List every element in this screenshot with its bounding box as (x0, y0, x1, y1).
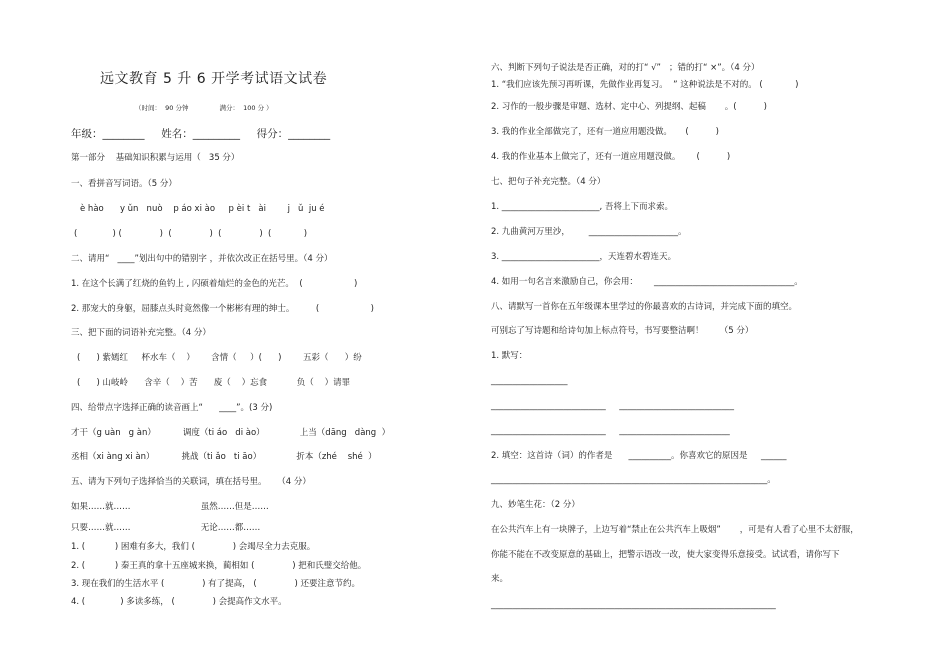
q4-row-2: 丞相（xi àng xi àn） 挑战（ti ǎo ti āo） 折本（zhé shé ） (71, 452, 377, 462)
q8-fill-in: 2. 填空：这首诗（词）的作者是 __________。你喜欢它的原因是 ______ (491, 451, 787, 461)
q5-sentence-1: 1. ( ) 困难有多大，我们 ( ) 会竭尽全力去克服。 (71, 542, 316, 552)
q8-fill-in-line: _________________________________________________________________。 (491, 475, 776, 485)
q8-poem-line-2: ___________________________ ___________________________ (491, 401, 735, 411)
q5-sentence-4: 4. ( ) 多读多练， ( ) 会提高作文水平。 (71, 597, 287, 607)
q5-heading: 五、请为下列句子选择恰当的关联词，填在括号里。 （4 分） (71, 477, 311, 487)
q4-heading: 四、给带点字选择正确的读音画上“ ____”。(3 分) (71, 403, 273, 413)
student-info-line: 年级：________ 姓名：_________ 得分：________ (71, 128, 331, 140)
q9-paragraph-2: 你能不能在不改变原意的基础上，把警示语改一改，使大家变得乐意接受。试试看，请你写下 (491, 550, 840, 560)
q7-sentence-2: 2. 九曲黄河万里沙， _____________________。 (491, 227, 687, 237)
q6-statement-3: 3. 我的作业全部做完了，还有一道应用题没做。 ( ) (491, 127, 719, 137)
q8-heading: 八、请默写一首你在五年级课本里学过的你最喜欢的古诗词，并完成下面的填空。 (491, 302, 798, 312)
exam-subtitle: （时间： 90 分钟 满分： 100 分 ） (135, 104, 273, 112)
q1-heading: 一、看拼音写词语。（5 分） (71, 179, 177, 189)
q2-sentence-1: 1. 在这个长满了红烧的鱼钓上 , 闪硕着灿烂的金色的光芒。 ( ) (71, 279, 358, 289)
q6-statement-1: 1. “我们应该先预习再听课，先做作业再复习。 ” 这种说法是不对的。 ( ) (491, 80, 799, 90)
q8-note: 可别忘了写诗题和给诗句加上标点符号，书写要整洁啊！ （5 分） (491, 326, 754, 336)
q8-recite-label: 1. 默写： (491, 351, 528, 361)
part-one-heading: 第一部分 基础知识积累与运用（ 35 分） (71, 153, 240, 163)
q7-heading: 七、把句子补充完整。（4 分） (491, 177, 606, 187)
q8-poem-line-3: ___________________________ __________________________ (491, 426, 730, 436)
exam-title: 远文教育 5 升 6 开学考试语文试卷 (100, 71, 328, 87)
q2-heading: 二、请用“ ____”划出句中的错别字 ，并依次改正在括号里。（4 分） (71, 254, 333, 264)
q4-row-1: 才干（g uàn g àn） 调度（ti áo di ào） 上当（dāng dàng ） (71, 428, 391, 438)
q1-answer-boxes: ( ) ( ) ( ) ( ) ( ) (74, 229, 308, 239)
q9-paragraph-1: 在公共汽车上有一块牌子，上边写着“禁止在公共汽车上吸烟” ，可是有人看了心里不太舒服， (491, 525, 859, 535)
q3-row-1: ( ) 紫嫣红 杯水车（ ） 含情（ ）( ) 五彩（ ）纷 (77, 353, 362, 363)
q3-heading: 三、把下面的词语补充完整。（4 分） (71, 328, 211, 338)
q5-words-1: 如果……就…… 虽然……但是…… (71, 502, 269, 512)
q9-paragraph-3: 来。 (491, 574, 509, 584)
q6-heading: 六、判断下列句子说法是否正确，对的打“ √” ；错的打“ ×”。（4 分） (491, 63, 760, 73)
q7-sentence-4: 4. 如用一句名言来激励自己，你会用： _________________________________。 (491, 277, 803, 287)
q5-sentence-2: 2. ( ) 秦王真的拿十五座城来换，蔺相如 ( ) 把和氏璧交给他。 (71, 561, 367, 571)
q8-poem-line-1: __________________ (491, 376, 568, 386)
q9-answer-line: ___________________________________________________________________ (491, 600, 776, 610)
q6-statement-2: 2. 习作的一般步骤是审题、选材、定中心、列提纲、起稿 。( ) (491, 102, 767, 112)
q5-sentence-3: 3. 现在我们的生活水平 ( ) 有了提高， ( ) 还要注意节约。 (71, 579, 361, 589)
q6-statement-4: 4. 我的作业基本上做完了，还有一道应用题没做。 ( ) (491, 152, 731, 162)
q5-words-2: 只要……就…… 无论……都…… (71, 523, 261, 533)
q1-pinyin: è hào y ǔn nuò p áo xi ào p èi t ài j ǔ ju é (80, 204, 325, 214)
q7-sentence-3: 3. _______________________，天连碧水碧连天。 (491, 252, 677, 262)
q7-sentence-1: 1. _______________________, 吾将上下而求索。 (491, 202, 673, 212)
q2-sentence-2: 2. 那宠大的身躯，屈膝点头时竟然像一个彬彬有理的绅士。 ( ) (71, 304, 374, 314)
q3-row-2: ( ) 山岐岭 含辛（ ）苦 废（ ）忘食 负（ ）请罪 (77, 378, 351, 388)
q9-heading: 九、妙笔生花：（2 分） (491, 500, 580, 510)
